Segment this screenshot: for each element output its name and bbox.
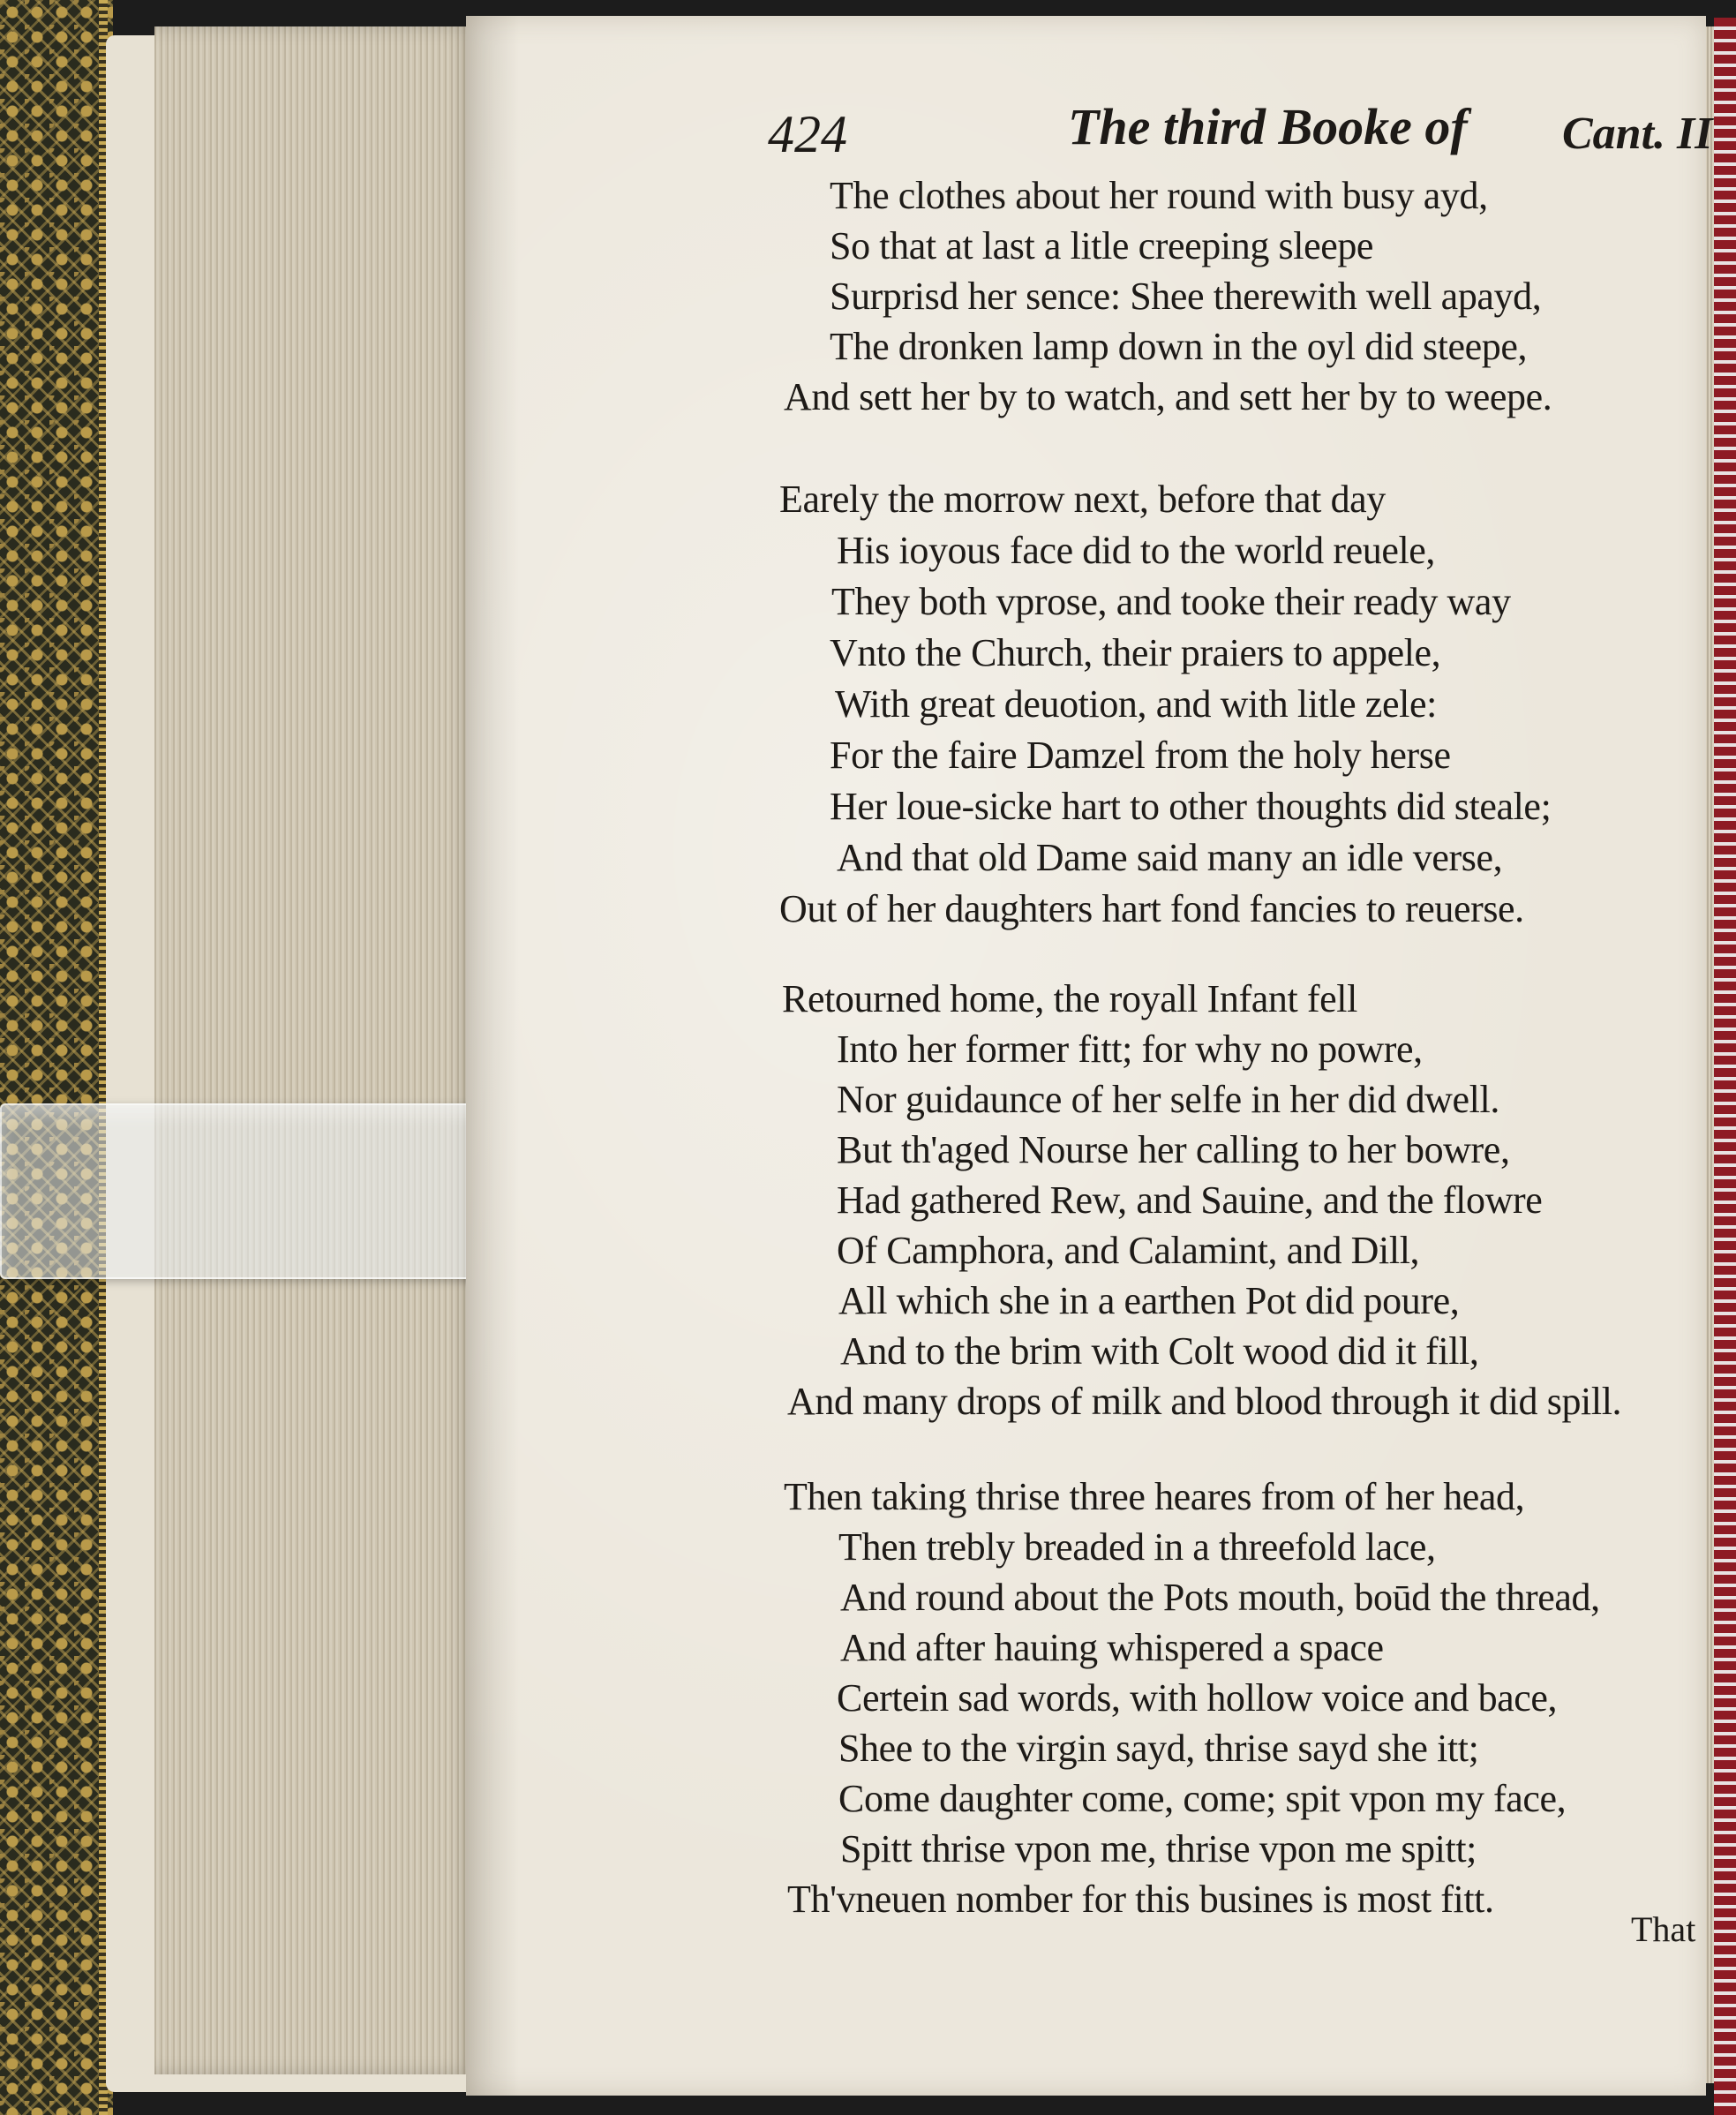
- verse-line: And many drops of milk and blood through it did spill.: [787, 1380, 1622, 1423]
- verse-line: Th'vneuen nomber for this busines is most fitt.: [787, 1878, 1494, 1921]
- verse-line: The clothes about her round with busy ayd,: [830, 174, 1488, 217]
- canto-label: Cant. II: [1562, 109, 1713, 159]
- verse-line: The dronken lamp down in the oyl did steepe,: [830, 325, 1528, 368]
- verse-line: Spitt thrise vpon me, thrise vpon me spitt;: [840, 1827, 1477, 1870]
- verse-line: Earely the morrow next, before that day: [779, 478, 1386, 521]
- verse-line: Shee to the virgin sayd, thrise sayd she itt;: [838, 1727, 1479, 1770]
- verse-line: Into her former fitt; for why no powre,: [837, 1027, 1423, 1071]
- verse-line: And round about the Pots mouth, boūd the thread,: [840, 1576, 1600, 1619]
- verse-line: All which she in a earthen Pot did poure,: [838, 1279, 1460, 1322]
- verse-line: His ioyous face did to the world reuele,: [837, 529, 1436, 572]
- acrylic-page-clip: [0, 1103, 537, 1279]
- verse-line: And that old Dame said many an idle verse,: [837, 836, 1503, 879]
- ribbon-bookmark: [1714, 18, 1736, 2115]
- verse-line: Vnto the Church, their praiers to appele,: [830, 631, 1441, 674]
- catchword: That: [1631, 1909, 1696, 1949]
- gilt-binding-edge: [0, 0, 113, 2115]
- verse-line: Surprisd her sence: Shee therewith well apayd,: [830, 275, 1542, 318]
- page-number: 424: [768, 105, 847, 163]
- verse-line: Of Camphora, and Calamint, and Dill,: [837, 1229, 1420, 1272]
- page-edges: [154, 26, 481, 2074]
- verse-line: So that at last a litle creeping sleepe: [830, 224, 1374, 267]
- verse-line: Then taking thrise three heares from of her head,: [784, 1475, 1525, 1518]
- verse-line: And sett her by to watch, and sett her by to weepe.: [784, 375, 1552, 418]
- verse-line: Retourned home, the royall Infant fell: [782, 977, 1357, 1020]
- verse-line: Her loue-sicke hart to other thoughts did steale;: [830, 785, 1552, 828]
- running-head: The third Booke of: [1068, 98, 1468, 155]
- verse-line: Out of her daughters hart fond fancies to reuerse.: [779, 887, 1524, 930]
- verse-line: And to the brim with Colt wood did it fill,: [840, 1329, 1479, 1373]
- verse-line: Come daughter come, come; spit vpon my face,: [838, 1777, 1567, 1820]
- verse-line: They both vprose, and tooke their ready way: [831, 580, 1511, 623]
- verse-line: For the faire Damzel from the holy herse: [830, 734, 1451, 777]
- verse-line: Certein sad words, with hollow voice and bace,: [837, 1676, 1558, 1720]
- verse-line: Nor guidaunce of her selfe in her did dwell.: [837, 1078, 1499, 1121]
- verse-line: With great deuotion, and with litle zele:: [835, 682, 1437, 726]
- verse-line: But th'aged Nourse her calling to her bowre,: [837, 1128, 1510, 1171]
- verse-line: Then trebly breaded in a threefold lace,: [838, 1525, 1436, 1569]
- verse-line: Had gathered Rew, and Sauine, and the flowre: [837, 1178, 1543, 1222]
- verse-line: And after hauing whispered a space: [840, 1626, 1384, 1669]
